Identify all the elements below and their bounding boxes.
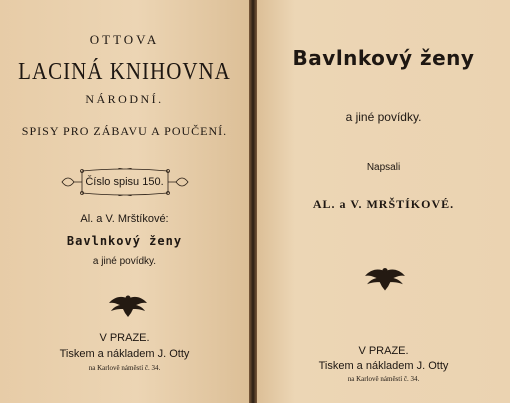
library-subtitle: NÁRODNÍ.: [85, 92, 164, 106]
library-title: LACINÁ KNIHOVNA: [18, 57, 231, 85]
left-page: [0, 0, 249, 403]
authors: AL. a V. MRŠTÍKOVÉ.: [312, 197, 455, 211]
eagle-emblem-icon: [364, 265, 406, 293]
right-page: [257, 0, 510, 403]
authors: Al. a V. Mrštíkové:: [80, 213, 169, 225]
volume-number: Číslo spisu 150.: [85, 176, 164, 188]
imprint-city: V PRAZE.: [358, 345, 409, 357]
imprint-printer: Tiskem a nákladem J. Otty: [59, 348, 190, 360]
book-title: Bavlnkový ženy: [66, 234, 183, 248]
imprint-address: na Karlově náměstí č. 34.: [88, 364, 161, 372]
publisher-series: OTTOVA: [89, 32, 160, 47]
book-subtitle: a jiné povídky.: [345, 110, 422, 124]
imprint-printer: Tiskem a nákladem J. Otty: [318, 360, 449, 372]
authors-label: Napsali: [366, 162, 401, 173]
book-gutter: [249, 0, 257, 403]
imprint-city: V PRAZE.: [99, 332, 150, 344]
book-title: Bavlnkový ženy: [292, 46, 475, 70]
book-subtitle: a jiné povídky.: [92, 256, 157, 267]
eagle-emblem-icon: [108, 293, 148, 319]
series-line: SPISY PRO ZÁBAVU A POUČENÍ.: [21, 124, 228, 138]
imprint-address: na Karlově náměstí č. 34.: [347, 375, 420, 383]
